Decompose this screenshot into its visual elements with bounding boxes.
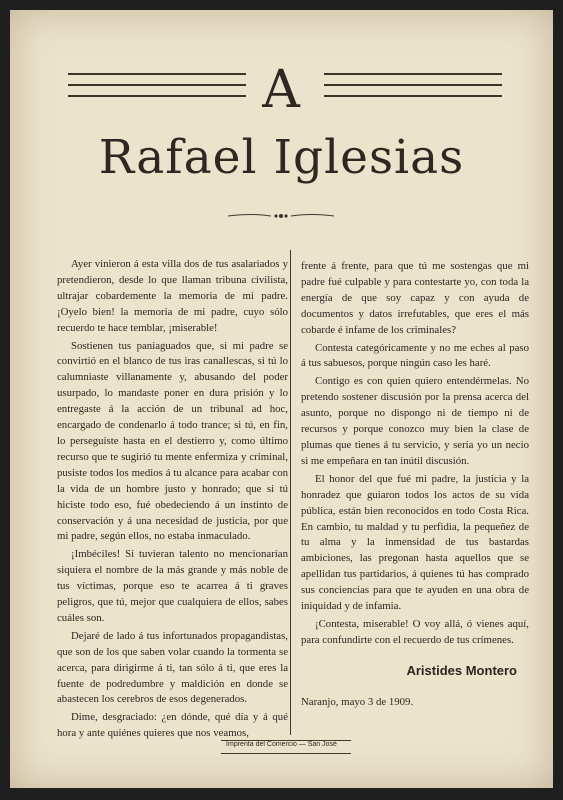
paragraph: Ayer vinieron á esta villa dos de tus asalariados y pretendieron, desde lo que llaman tribuna civilista, ultrajar cobardemente la memoria de mi padre. ¡Oyelo bien! la memoria de mi padre, cuyo sólo recuerdo te hace temblar, ¡miserable! [57, 258, 288, 334]
paragraph: Contesta categóricamente y no me eches al paso á tus sabuesos, porque ningún caso les haré. [301, 341, 529, 370]
paragraph: Sostienen tus paniaguados que, si mi padre se convirtió en el blanco de tus iras canallescas, si tú lo calumniaste villanamente y, abusando del poder usurpado, lo mandaste poner en dura prisión y lo entregaste á la acción de un tribunal ad hoc, encargado de condenarlo á todo trance; si tú, en fin, lo perseguiste hasta en el destierro y, como último recurso que te sugirió tu mente enfermiza y criminal, pusiste todos los medios á tu alcance para acabar con la vida de un hombre justo y honrado; que si tú hiciste todo eso, fué obedeciendo á un instinto de conservación y á una necesidad de justicia, por que mi padre, según ellos, no estaba inmaculado. [57, 339, 288, 543]
paragraph: ¡Contesta, miserable! O voy allá, ó vienes aquí, para confundirte con el recuerdo de tus crímenes. [301, 617, 529, 646]
text-column-left [57, 257, 288, 744]
paragraph: frente á frente, para que tú me sostengas que mi padre fué culpable y para contestarte yo, con toda la energía de que soy capaz y con ayuda de documentos y datos irrefutables, que eres el más cobarde é infame de los criminales? [301, 260, 529, 336]
paragraph: El honor del que fué mi padre, la justicia y la honradez que guiaron todos los actos de su vida pública, están bien reconocidos en todo Costa Rica. En cambio, tu maldad y tu perfidia, la pequeñez de tu alma y la inmensidad de tus bastardas ambiciones, las pregonan hasta aquellos que se apellidan tus partidarios, á quienes tú has comprado sus conciencias para que te ayuden en una obra de iniquidad y de infamia. [301, 472, 529, 613]
paragraph: Contigo es con quien quiero entendérmelas. No pretendo sostener discusión por la prensa acerca del asunto, porque no dispongo ni de tiempo ni de recursos y porque conozco muy bien la clase de plumas que tienes á tu servicio, y sería yo un necio si me empeñara en tan inútil discusión. [301, 375, 529, 467]
page-title: Rafael Iglesias [98, 130, 465, 185]
column-divider [290, 250, 291, 735]
ornament-divider [226, 212, 336, 220]
paragraph: ¡Imbéciles! Si tuvieran talento no mencionarían siquiera el nombre de la más grande y más noble de tus víctimas, porque eso te acarrea á ti graves peligros, que tú, mejor que cualquiera de ellos, sabes cuáles son. [57, 548, 288, 624]
heading-letter: A [262, 60, 301, 120]
printer-imprint: Imprenta del Comercio — San José [226, 741, 337, 748]
footer-rule [221, 753, 351, 754]
text-column-right [301, 259, 529, 713]
dateline: Naranjo, mayo 3 de 1909. [301, 695, 414, 708]
paragraph: Dime, desgraciado: ¿en dónde, qué día y á qué hora y ante quiénes quieres que nos veamos, [57, 711, 288, 740]
signature: Aristides Montero [406, 662, 517, 678]
broadside-sheet [10, 10, 553, 788]
paragraph: Dejaré de lado á tus infortunados propagandistas, que son de los que saben volar cuando la tormenta se acerca, para dirigirme á ti, tan sólo á ti, que eres la fuente de podredumbre y maldición en donde se abastecen los cerebros de esos degenerados. [57, 629, 288, 706]
